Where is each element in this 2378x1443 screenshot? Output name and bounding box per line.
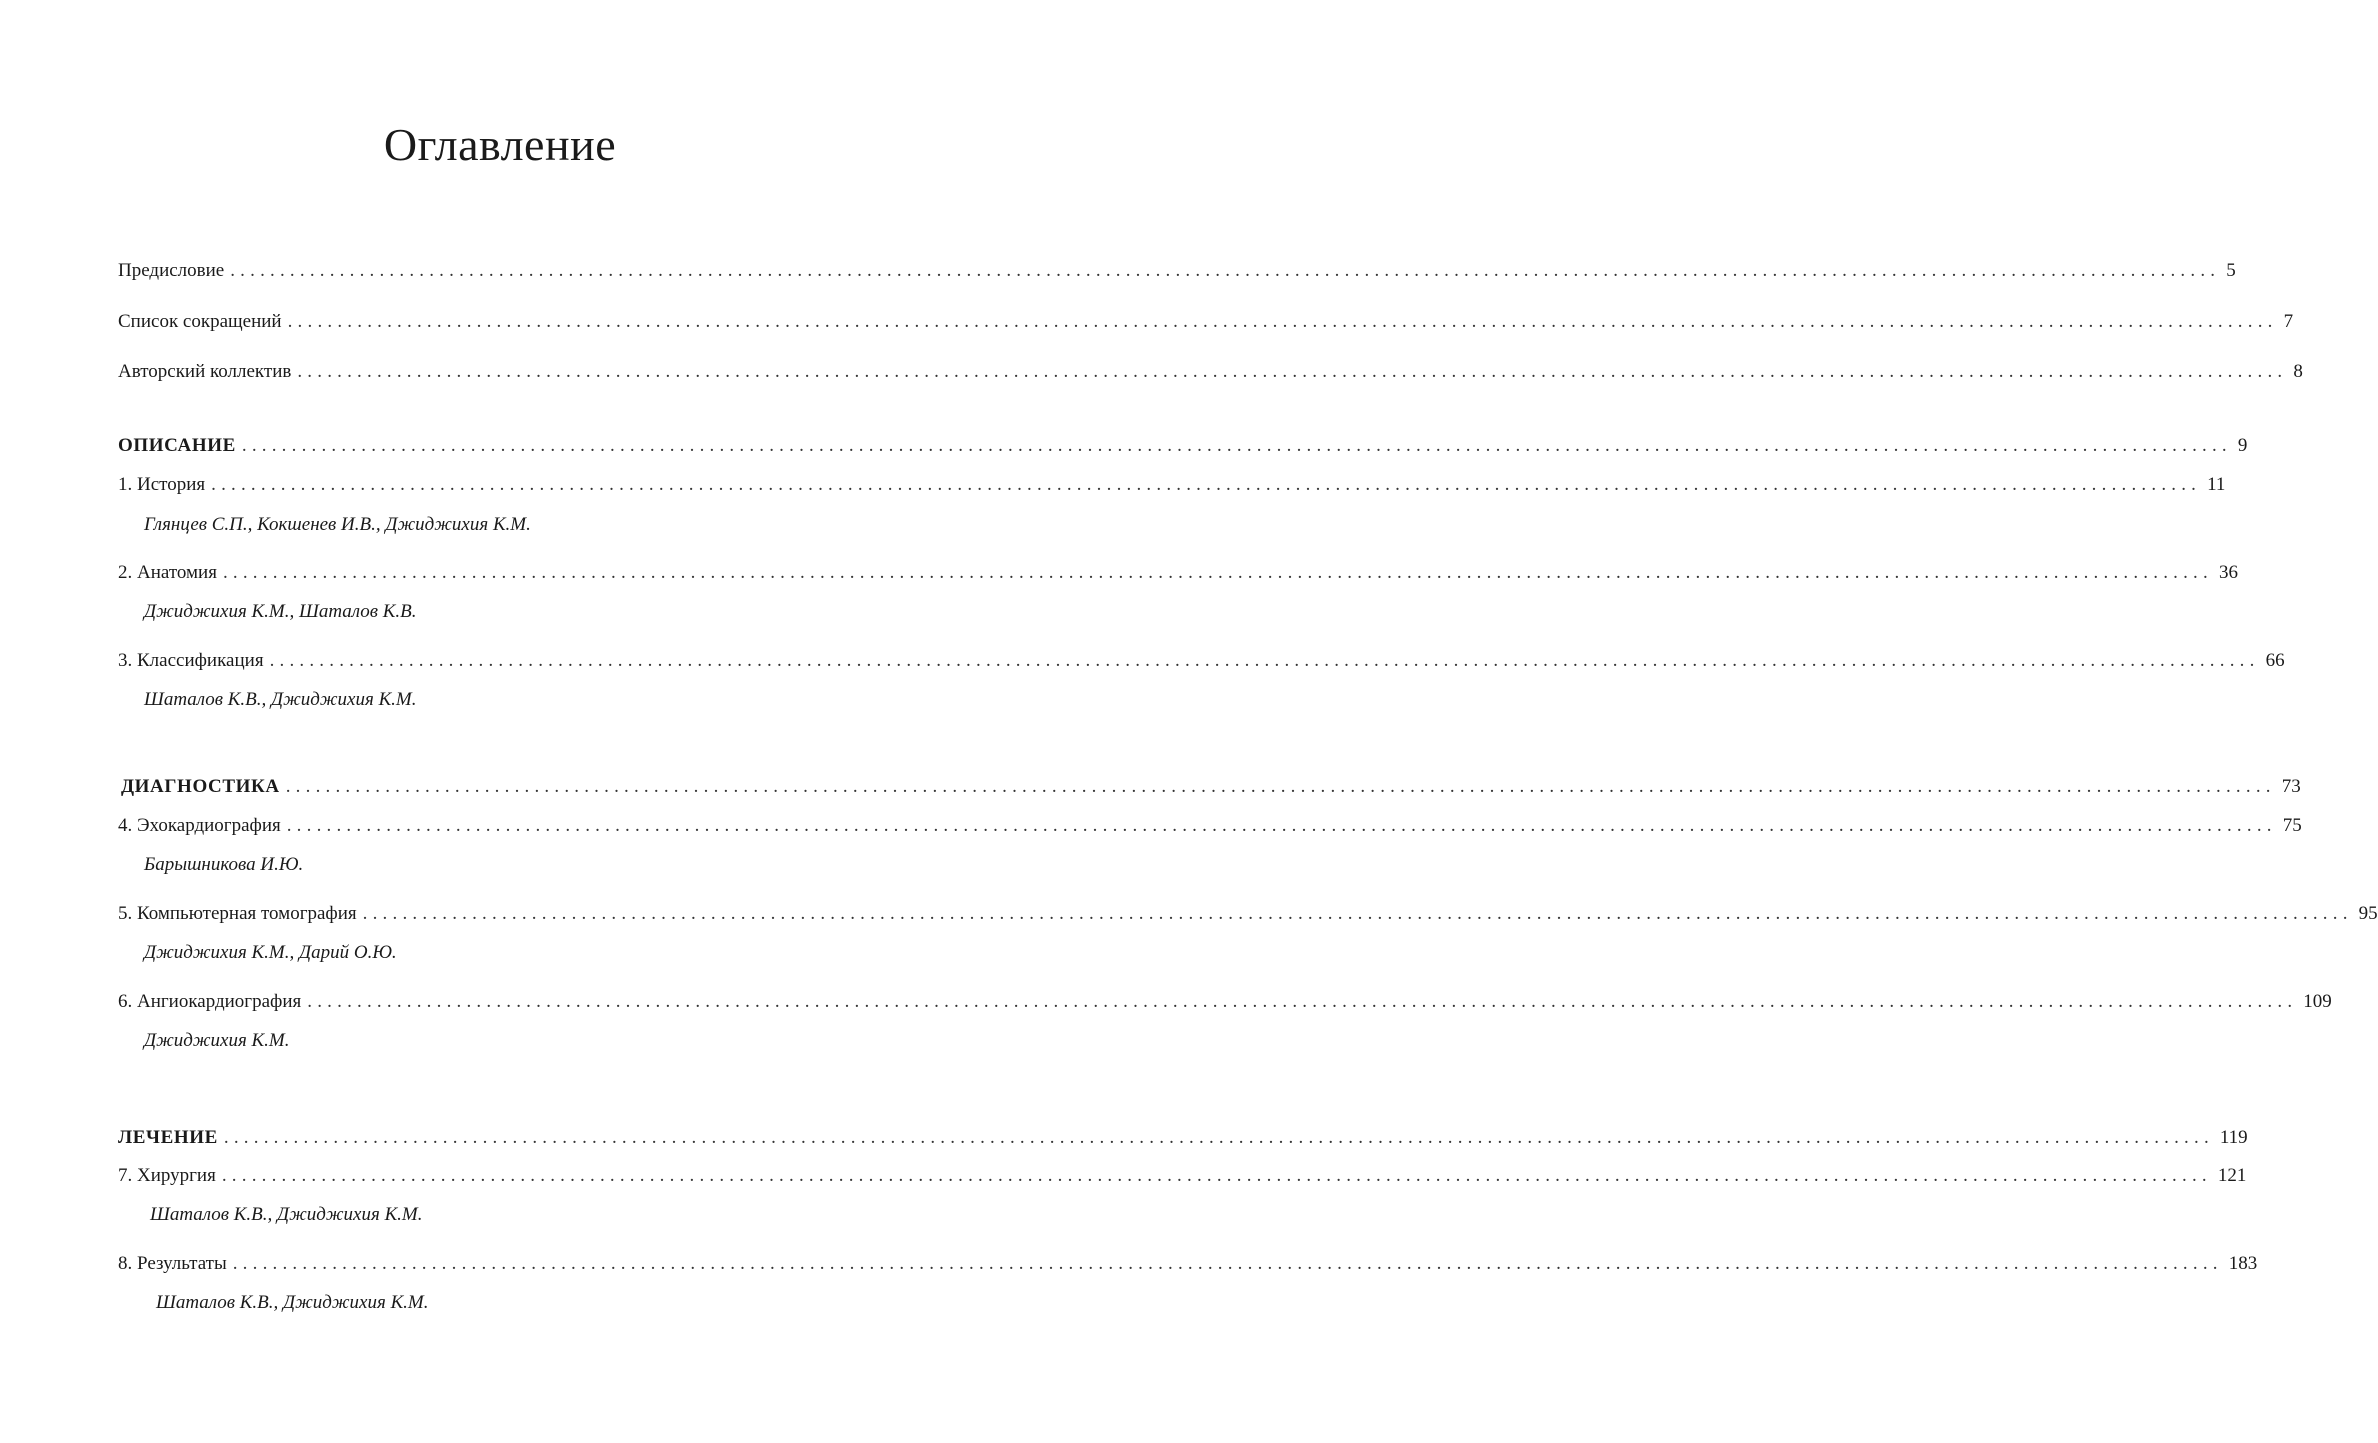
toc-chapter-4[interactable]: [118, 814, 2302, 838]
toc-section-label: ОПИСАНИЕ: [118, 435, 236, 456]
toc-section-label: ЛЕЧЕНИЕ: [118, 1127, 218, 1148]
toc-chapter-6[interactable]: [118, 990, 2332, 1014]
toc-chapter-8[interactable]: [118, 1252, 2258, 1276]
dot-leader: ........................................................................................................................................................................................................: [307, 991, 2298, 1012]
toc-page-number: 66: [2265, 650, 2285, 671]
toc-page-number: 109: [2303, 991, 2332, 1012]
dot-leader: ........................................................................................................................................................................................................: [362, 903, 2353, 924]
toc-chapter-label: 6. Ангиокардиография: [118, 991, 302, 1012]
toc-chapter-7[interactable]: [118, 1164, 2247, 1188]
toc-section-diagnostics[interactable]: [118, 775, 2301, 799]
toc-chapter-authors: Джиджихия К.М., Дарий О.Ю.: [144, 942, 397, 963]
toc-entry-authors-team[interactable]: [118, 360, 2303, 384]
toc-chapter-1[interactable]: [118, 473, 2226, 497]
toc-page-number: 119: [2219, 1127, 2248, 1148]
toc-page-number: 11: [2207, 474, 2226, 495]
dot-leader: ........................................................................................................................................................................................................: [297, 361, 2288, 382]
toc-section-label: ДИАГНОСТИКА: [121, 776, 280, 797]
toc-entry-abbreviations[interactable]: [118, 310, 2294, 334]
dot-leader: ........................................................................................................................................................................................................: [222, 562, 2213, 583]
dot-leader: ........................................................................................................................................................................................................: [223, 1127, 2214, 1148]
toc-entry-label: Список сокращений: [118, 311, 282, 332]
toc-page-number: 121: [2217, 1165, 2247, 1186]
toc-page-number: 75: [2282, 815, 2302, 836]
toc-chapter-label: 8. Результаты: [118, 1253, 227, 1274]
dot-leader: ........................................................................................................................................................................................................: [285, 776, 2276, 797]
dot-leader: ........................................................................................................................................................................................................: [241, 435, 2232, 456]
dot-leader: ........................................................................................................................................................................................................: [230, 260, 2221, 281]
dot-leader: ........................................................................................................................................................................................................: [269, 650, 2260, 671]
toc-chapter-2[interactable]: [118, 561, 2238, 585]
toc-chapter-authors: Джиджихия К.М.: [144, 1030, 290, 1051]
toc-chapter-label: 3. Классификация: [118, 650, 264, 671]
dot-leader: ........................................................................................................................................................................................................: [221, 1165, 2212, 1186]
dot-leader: ........................................................................................................................................................................................................: [286, 815, 2277, 836]
toc-chapter-label: 1. История: [118, 474, 206, 495]
toc-entry-label: Авторский коллектив: [118, 361, 292, 382]
toc-page-number: 73: [2281, 776, 2301, 797]
toc-page-number: 183: [2228, 1253, 2258, 1274]
toc-chapter-authors: Глянцев С.П., Кокшенев И.В., Джиджихия К.М.: [144, 514, 531, 535]
toc-chapter-label: 4. Эхокардиография: [118, 815, 281, 836]
page-title: Оглавление: [383, 119, 617, 170]
toc-page-number: 8: [2293, 361, 2303, 382]
toc-chapter-3[interactable]: [118, 649, 2285, 673]
toc-page-number: 9: [2237, 435, 2248, 456]
toc-chapter-authors: Шаталов К.В., Джиджихия К.М.: [150, 1204, 423, 1225]
toc-entry-preface[interactable]: [118, 259, 2236, 283]
toc-section-description[interactable]: [118, 434, 2248, 458]
toc-chapter-label: 7. Хирургия: [118, 1165, 216, 1186]
dot-leader: ........................................................................................................................................................................................................: [287, 311, 2278, 332]
toc-chapter-authors: Шаталов К.В., Джиджихия К.М.: [156, 1292, 429, 1313]
toc-page-number: 7: [2283, 311, 2294, 332]
toc-chapter-label: 5. Компьютерная томография: [118, 903, 357, 924]
toc-section-treatment[interactable]: [118, 1126, 2248, 1150]
toc-chapter-authors: Барышникова И.Ю.: [144, 854, 304, 875]
toc-page-number: 5: [2226, 260, 2236, 281]
toc-entry-label: Предисловие: [118, 260, 225, 281]
dot-leader: ........................................................................................................................................................................................................: [211, 474, 2202, 495]
toc-chapter-label: 2. Анатомия: [118, 562, 217, 583]
toc-chapter-authors: Шаталов К.В., Джиджихия К.М.: [144, 689, 417, 710]
toc-chapter-authors: Джиджихия К.М., Шаталов К.В.: [144, 601, 417, 622]
toc-page-number: 36: [2218, 562, 2238, 583]
dot-leader: ........................................................................................................................................................................................................: [232, 1253, 2223, 1274]
toc-page-number: 95: [2358, 903, 2378, 924]
toc-chapter-5[interactable]: [118, 902, 2378, 926]
